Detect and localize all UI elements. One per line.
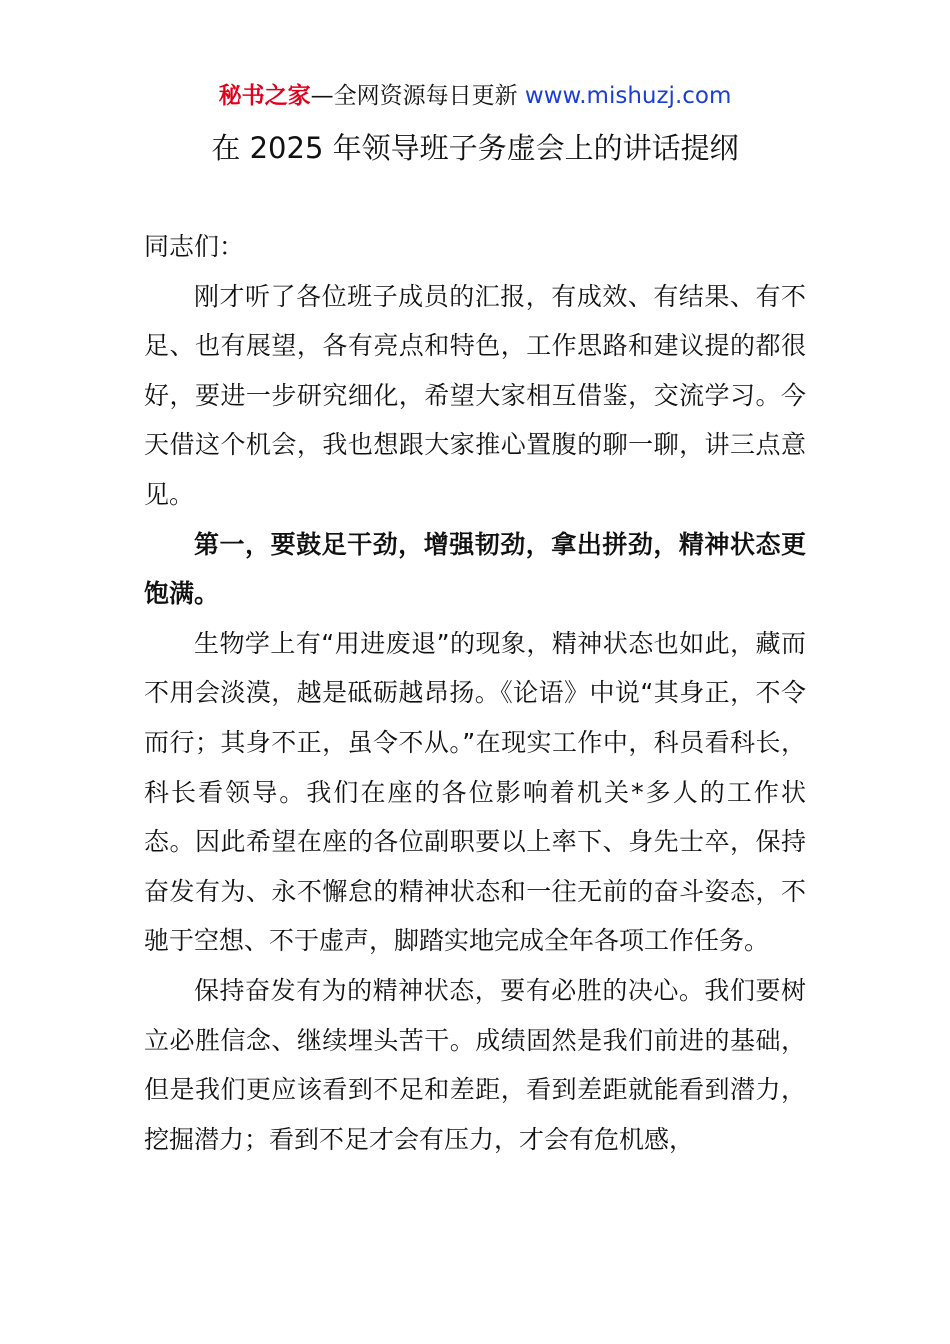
brand-name: 秘书之家 [218, 83, 311, 109]
document-title: 在 2025 年领导班子务虚会上的讲话提纲 [211, 131, 739, 165]
paragraph-body: 生物学上有“用进废退”的现象，精神状态也如此，藏而不用会淡漠，越是砥砺越昂扬。《论语》中说“其身正，不令而行；其身不正，虽令不从。”在现实工作中，科员看科长，科长看领导。我们在座的各位影响着机关*多人的工作状态。因此希望在座的各位副职要以上率下、身先士卒，保持奋发有为、永不懈怠的精神状态和一往无前的奋斗姿态，不驰于空想、不于虚声，脚踏实地完成全年各项工作任务。 [144, 628, 806, 956]
paragraph-intro: 刚才听了各位班子成员的汇报，有成效、有结果、有不足、也有展望，各有亮点和特色，工作思路和建议提的都很好，要进一步研究细化，希望大家相互借鉴，交流学习。今天借这个机会，我也想跟大家推心置腹的聊一聊，讲三点意见。 [144, 281, 806, 509]
banner-tagline: —全网资源每日更新 [310, 83, 525, 109]
salutation: 同志们： [144, 232, 245, 261]
section-heading-first: 第一，要鼓足干劲，增强韧劲，拿出拼劲，精神状态更饱满。 [144, 529, 806, 609]
site-banner [0, 80, 950, 112]
document-body [144, 222, 806, 1164]
paragraph-body: 保持奋发有为的精神状态，要有必胜的决心。我们要树立必胜信念、继续埋头苦干。成绩固然是我们前进的基础，但是我们更应该看到不足和差距，看到差距就能看到潜力，挖掘潜力；看到不足才会有压力，才会有危机感， [144, 975, 806, 1154]
site-url: www.mishuzj.com [524, 83, 732, 109]
